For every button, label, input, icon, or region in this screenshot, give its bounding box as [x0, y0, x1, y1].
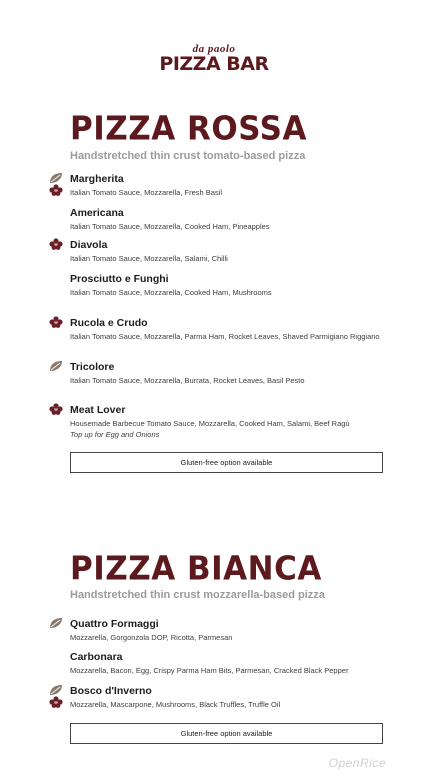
- leaf-icon: [49, 360, 63, 372]
- item-name: Americana: [70, 207, 124, 219]
- item-name: Rucola e Crudo: [70, 317, 148, 329]
- item-name: Margherita: [70, 173, 124, 185]
- menu-item-rucola-e-crudo: [70, 316, 400, 342]
- leaf-icon: [49, 684, 63, 696]
- menu-item-tricolore: [70, 360, 400, 386]
- flower-icon: [49, 403, 63, 415]
- flower-icon: [49, 696, 63, 708]
- logo-main-text: PIZZA BAR: [159, 53, 269, 75]
- flower-icon: [49, 316, 63, 328]
- item-description: Italian Tomato Sauce, Mozzarella, Salami, Chilli: [70, 254, 228, 263]
- item-name: Bosco d'Inverno: [70, 685, 152, 697]
- menu-item-margherita: [70, 172, 400, 198]
- item-description: Mozzarella, Mascarpone, Mushrooms, Black Truffles, Truffle Oil: [70, 700, 281, 709]
- gluten-free-notice: Gluten-free option available: [70, 452, 383, 473]
- item-description: Italian Tomato Sauce, Mozzarella, Parma Ham, Rocket Leaves, Shaved Parmigiano Riggiano: [70, 332, 380, 341]
- gluten-free-notice: Gluten-free option available: [70, 723, 383, 744]
- menu-item-quattro-formaggi: [70, 617, 400, 643]
- watermark: OpenRice: [328, 756, 386, 770]
- item-name: Tricolore: [70, 361, 115, 373]
- item-description: Mozzarella, Gorgonzola DOP, Ricotta, Parmesan: [70, 633, 233, 642]
- section-title-rossa: PIZZA ROSSA: [70, 110, 307, 148]
- item-description: Italian Tomato Sauce, Mozzarella, Fresh Basil: [70, 188, 223, 197]
- menu-item-carbonara: [70, 650, 400, 676]
- item-description: Italian Tomato Sauce, Mozzarella, Burrata, Rocket Leaves, Basil Pesto: [70, 376, 305, 385]
- item-description: Housemade Barbecue Tomato Sauce, Mozzarella, Cooked Ham, Salami, Beef Ragù: [70, 419, 350, 428]
- section-title-bianca: PIZZA BIANCA: [70, 550, 322, 588]
- menu-item-meat-lover: [70, 403, 400, 440]
- item-note: Top up for Egg and Onions: [70, 430, 160, 439]
- leaf-icon: [49, 617, 63, 629]
- item-description: Italian Tomato Sauce, Mozzarella, Cooked Ham, Pineapples: [70, 222, 270, 231]
- item-name: Prosciutto e Funghi: [70, 273, 169, 285]
- flower-icon: [49, 184, 63, 196]
- item-name: Carbonara: [70, 651, 123, 663]
- item-name: Meat Lover: [70, 404, 126, 416]
- leaf-icon: [49, 172, 63, 184]
- section-subtitle-bianca: Handstretched thin crust mozzarella-based pizza: [70, 589, 325, 601]
- flower-icon: [49, 238, 63, 250]
- restaurant-logo: [0, 44, 428, 74]
- item-name: Quattro Formaggi: [70, 618, 159, 630]
- item-name: Diavola: [70, 239, 108, 251]
- section-subtitle-rossa: Handstretched thin crust tomato-based pizza: [70, 150, 306, 162]
- menu-item-diavola: [70, 238, 400, 264]
- menu-item-bosco-d-inverno: [70, 684, 400, 710]
- item-description: Italian Tomato Sauce, Mozzarella, Cooked Ham, Mushrooms: [70, 288, 272, 297]
- menu-item-americana: [70, 206, 400, 232]
- item-description: Mozzarella, Bacon, Egg, Crispy Parma Ham Bits, Parmesan, Cracked Black Pepper: [70, 666, 349, 675]
- menu-item-prosciutto-e-funghi: [70, 272, 400, 298]
- logo-small-text: da paolo: [192, 43, 236, 55]
